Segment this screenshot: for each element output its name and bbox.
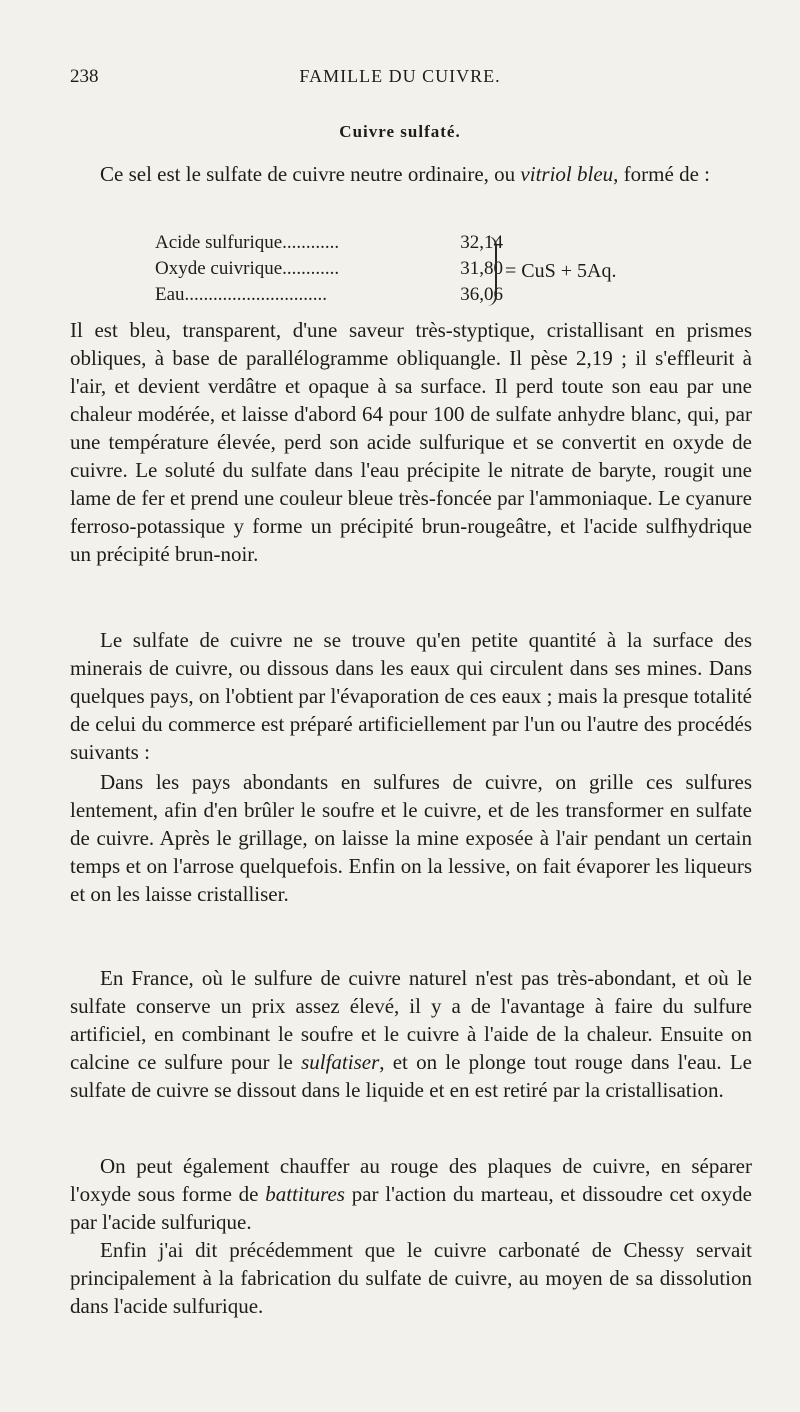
section-title: Cuivre sulfaté. [339, 122, 461, 141]
component-value: 36,06 [460, 284, 503, 305]
component-value: 31,80 [460, 258, 503, 279]
paragraph-roasting: Dans les pays abondants en sulfures de cuivre, on grille ces sulfures lentement, afin d'en brûler le soufre et le cuivre, et de les transformer en sulfate de cuivre. Après le grillage, on laisse la mine exposée à l'air pendant un certain temps et on l'arrose quelquefois. Enfin on la lessive, on fait évaporer les liqueurs et on les laisse cristalliser. [70, 770, 752, 906]
paragraph-text: En France, où le sulfure de cuivre naturel n'est pas très-abondant, et où le sulfate conserve un prix assez élevé, il y a de l'avantage à faire du sulfure artificiel, en combinant le soufre et le cuivre à l'aide de la chaleur. Ensuite on calcine ce sulfure pour le [70, 966, 752, 1074]
component-value: 32,14 [460, 232, 503, 253]
composition-row [155, 284, 503, 308]
composition-table [125, 232, 685, 314]
paragraph-text-end: , et on le plonge tout rouge dans l'eau. Le sulfate de cuivre se dissout dans le liquide et en est retiré par la cristallisation. [70, 1050, 752, 1102]
page-number: 238 [70, 66, 99, 87]
composition-brace [485, 236, 497, 306]
component-name: Oxyde cuivrique............ [155, 258, 340, 279]
paragraph-plates [70, 1152, 752, 1236]
intro-text-end: , formé de : [613, 162, 710, 186]
composition-row [155, 232, 503, 256]
composition-row [155, 258, 503, 282]
component-name: Acide sulfurique............ [155, 232, 340, 253]
paragraph-chessy: Enfin j'ai dit précédemment que le cuivre carbonaté de Chessy servait principalement à la fabrication du sulfate de cuivre, au moyen de sa dissolution dans l'acide sulfurique. [70, 1238, 752, 1318]
italic-term: battitures [265, 1182, 345, 1206]
paragraph-text-end: par l'action du marteau, et dissoudre cet oxyde par l'acide sulfurique. [70, 1182, 752, 1234]
paragraph-properties: Il est bleu, transparent, d'une saveur très-styptique, cristallisant en prismes obliques, à base de parallélogramme obliquangle. Il pèse 2,19 ; il s'effleurit à l'air, et devient verdâtre et opaque à sa surface. Il perd toute son eau par une chaleur modérée, et laisse d'abord 64 pour 100 de sulfate anhydre blanc, qui, par une température élevée, perd son acide sulfurique et se convertit en oxyde de cuivre. Le soluté du sulfate dans l'eau précipite le nitrate de baryte, rougit une lame de fer et prend une couleur bleue très-foncée par l'ammoniaque. Le cyanure ferroso-potassique y forme un précipité brun-rougeâtre, et l'acide sulfhydrique un précipité brun-noir. [70, 318, 752, 566]
running-title: FAMILLE DU CUIVRE. [299, 66, 501, 86]
component-name: Eau.............................. [155, 284, 328, 305]
paragraph-france [70, 964, 752, 1104]
paragraph-occurrence: Le sulfate de cuivre ne se trouve qu'en petite quantité à la surface des minerais de cuivre, ou dissous dans les eaux qui circulent dans ses mines. Dans quelques pays, on l'obtient par l'évaporation de ces eaux ; mais la presque totalité de celui du commerce est préparé artificiellement par l'un ou l'autre des procédés suivants : [70, 628, 752, 764]
intro-text: Ce sel est le sulfate de cuivre neutre ordinaire, ou [100, 162, 521, 186]
intro-paragraph [70, 160, 752, 188]
intro-italic-term: vitriol bleu [520, 162, 614, 186]
running-head [70, 66, 730, 92]
chemical-formula: = CuS + 5Aq. [505, 260, 617, 282]
italic-term: sulfatiser [301, 1050, 380, 1074]
paragraph-text: On peut également chauffer au rouge des plaques de cuivre, en séparer l'oxyde sous forme de [70, 1154, 752, 1206]
